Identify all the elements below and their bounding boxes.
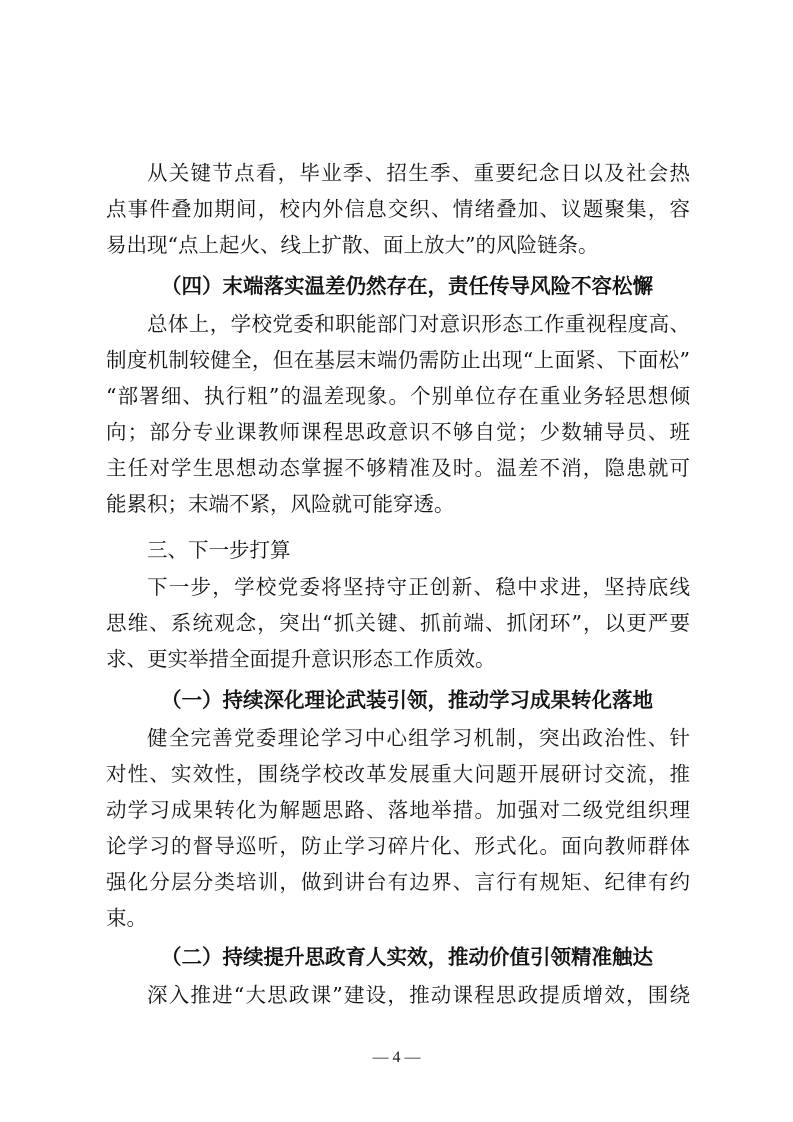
paragraph-line: 易出现“点上起火、线上扩散、面上放大”的风险链条。	[106, 233, 599, 257]
section-heading-3: 三、下一步打算	[147, 538, 291, 562]
paragraph-line: 思维、系统观念，突出“抓关键、抓前端、抓闭环”，以更严要	[106, 611, 690, 635]
paragraph-line: 束。	[106, 906, 147, 930]
paragraph-line: 能累积；末端不紧，风险就可能穿透。	[106, 492, 455, 516]
paragraph-line: 向；部分专业课教师课程思政意识不够自觉；少数辅导员、班	[106, 420, 690, 444]
paragraph-line: “部署细、执行粗”的温差现象。个别单位存在重业务轻思想倾	[106, 384, 690, 408]
paragraph-line: 下一步，学校党委将坚持守正创新、稳中求进，坚持底线	[147, 575, 690, 599]
paragraph-line: 从关键节点看，毕业季、招生季、重要纪念日以及社会热	[147, 161, 690, 185]
paragraph-line: 深入推进“大思政课”建设，推动课程思政提质增效，围绕	[147, 983, 690, 1007]
page-number: — 4 —	[372, 1049, 421, 1066]
paragraph-line: 健全完善党委理论学习中心组学习机制，突出政治性、针	[147, 726, 690, 750]
paragraph-line: 强化分层分类培训，做到讲台有边界、言行有规矩、纪律有约	[106, 870, 690, 894]
paragraph-line: 论学习的督导巡听，防止学习碎片化、形式化。面向教师群体	[106, 834, 690, 858]
paragraph-line: 总体上，学校党委和职能部门对意识形态工作重视程度高、	[147, 312, 690, 336]
paragraph-line: 动学习成果转化为解题思路、落地举措。加强对二级党组织理	[106, 798, 690, 822]
section-heading-1: （一）持续深化理论武装引领，推动学习成果转化落地	[161, 688, 653, 712]
section-heading-4: （四）末端落实温差仍然存在，责任传导风险不容松懈	[161, 274, 653, 298]
paragraph-line: 求、更实举措全面提升意识形态工作质效。	[106, 647, 496, 671]
paragraph-line: 主任对学生思想动态掌握不够精准及时。温差不消，隐患就可	[106, 456, 690, 480]
paragraph-line: 制度机制较健全，但在基层末端仍需防止出现“上面紧、下面松”	[106, 348, 690, 372]
paragraph-line: 对性、实效性，围绕学校改革发展重大问题开展研讨交流，推	[106, 762, 690, 786]
section-heading-2: （二）持续提升思政育人实效，推动价值引领精准触达	[161, 945, 653, 969]
paragraph-line: 点事件叠加期间，校内外信息交织、情绪叠加、议题聚集，容	[106, 197, 690, 221]
